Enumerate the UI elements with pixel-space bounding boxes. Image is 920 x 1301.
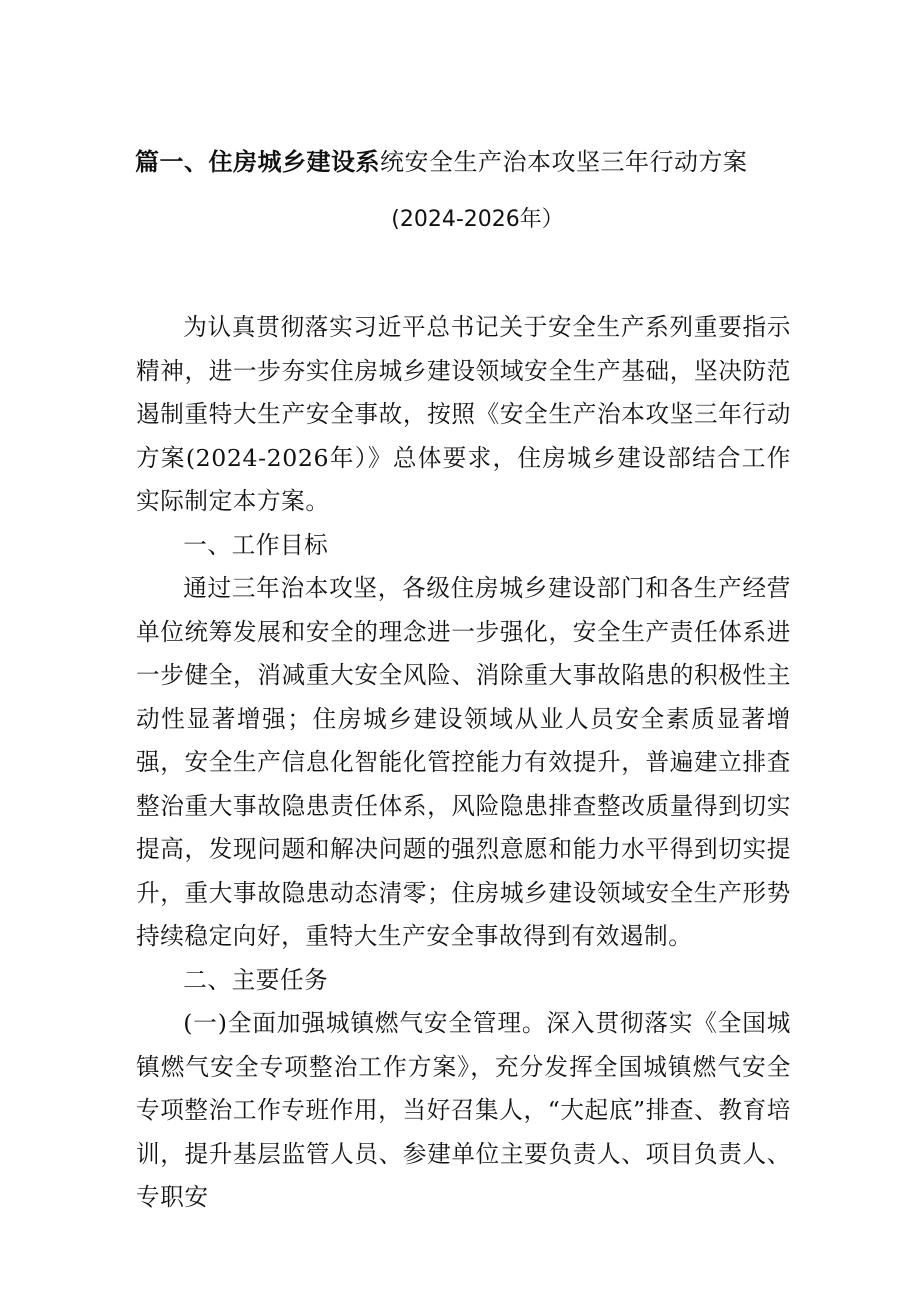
section-heading-tasks: 二、主要任务	[183, 965, 329, 994]
goals-paragraph: 通过三年治本攻坚，各级住房城乡建设部门和各生产经营单位统筹发展和安全的理念进一步强化，安全生产责任体系进一步健全，消减重大安全风险、消除重大事故陷患的积极性主动性显著增强；住房城乡建设领域从业人员安全素质显著增强，安全生产信息化智能化管控能力有效提升，普遍建立排査整治重大事故隐患责任体系，风险隐患排查整改质量得到切实提高，发现问题和解决问题的强烈意愿和能力水平得到切实提升，重大事故隐患动态清零；住房城乡建设领域安全生产形势持续稳定向好，重特大生产安全事故得到有效遏制。	[136, 574, 791, 950]
section-heading-goals: 一、工作目标	[183, 530, 329, 559]
title-rest-part: 统安全生产治本攻坚三年行动方案	[380, 148, 748, 176]
document-body	[136, 306, 791, 1220]
title-bold-part: 篇一、住房城乡建设系	[135, 148, 380, 176]
document-title	[135, 142, 748, 182]
task-one-paragraph: (一)全面加强城镇燃气安全管理。深入贯彻落实《全国城镇燃气安全专项整治工作方案》，充分发挥全国城镇燃气安全专项整治工作专班作用，当好召集人，“大起底”排查、教育培训，提升基层监管人员、参建单位主要负责人、项目负责人、专职安	[136, 1009, 791, 1211]
intro-paragraph: 为认真贯彻落实习近平总书记关于安全生产系列重要指示精神，进一步夯实住房城乡建设领域安全生产基础，坚决防范遏制重特大生产安全事故，按照《安全生产治本攻坚三年行动方案(2024-2026年）》总体要求，住房城乡建设部结合工作实际制定本方案。	[136, 313, 791, 515]
document-subtitle: (2024-2026年）	[391, 207, 564, 232]
